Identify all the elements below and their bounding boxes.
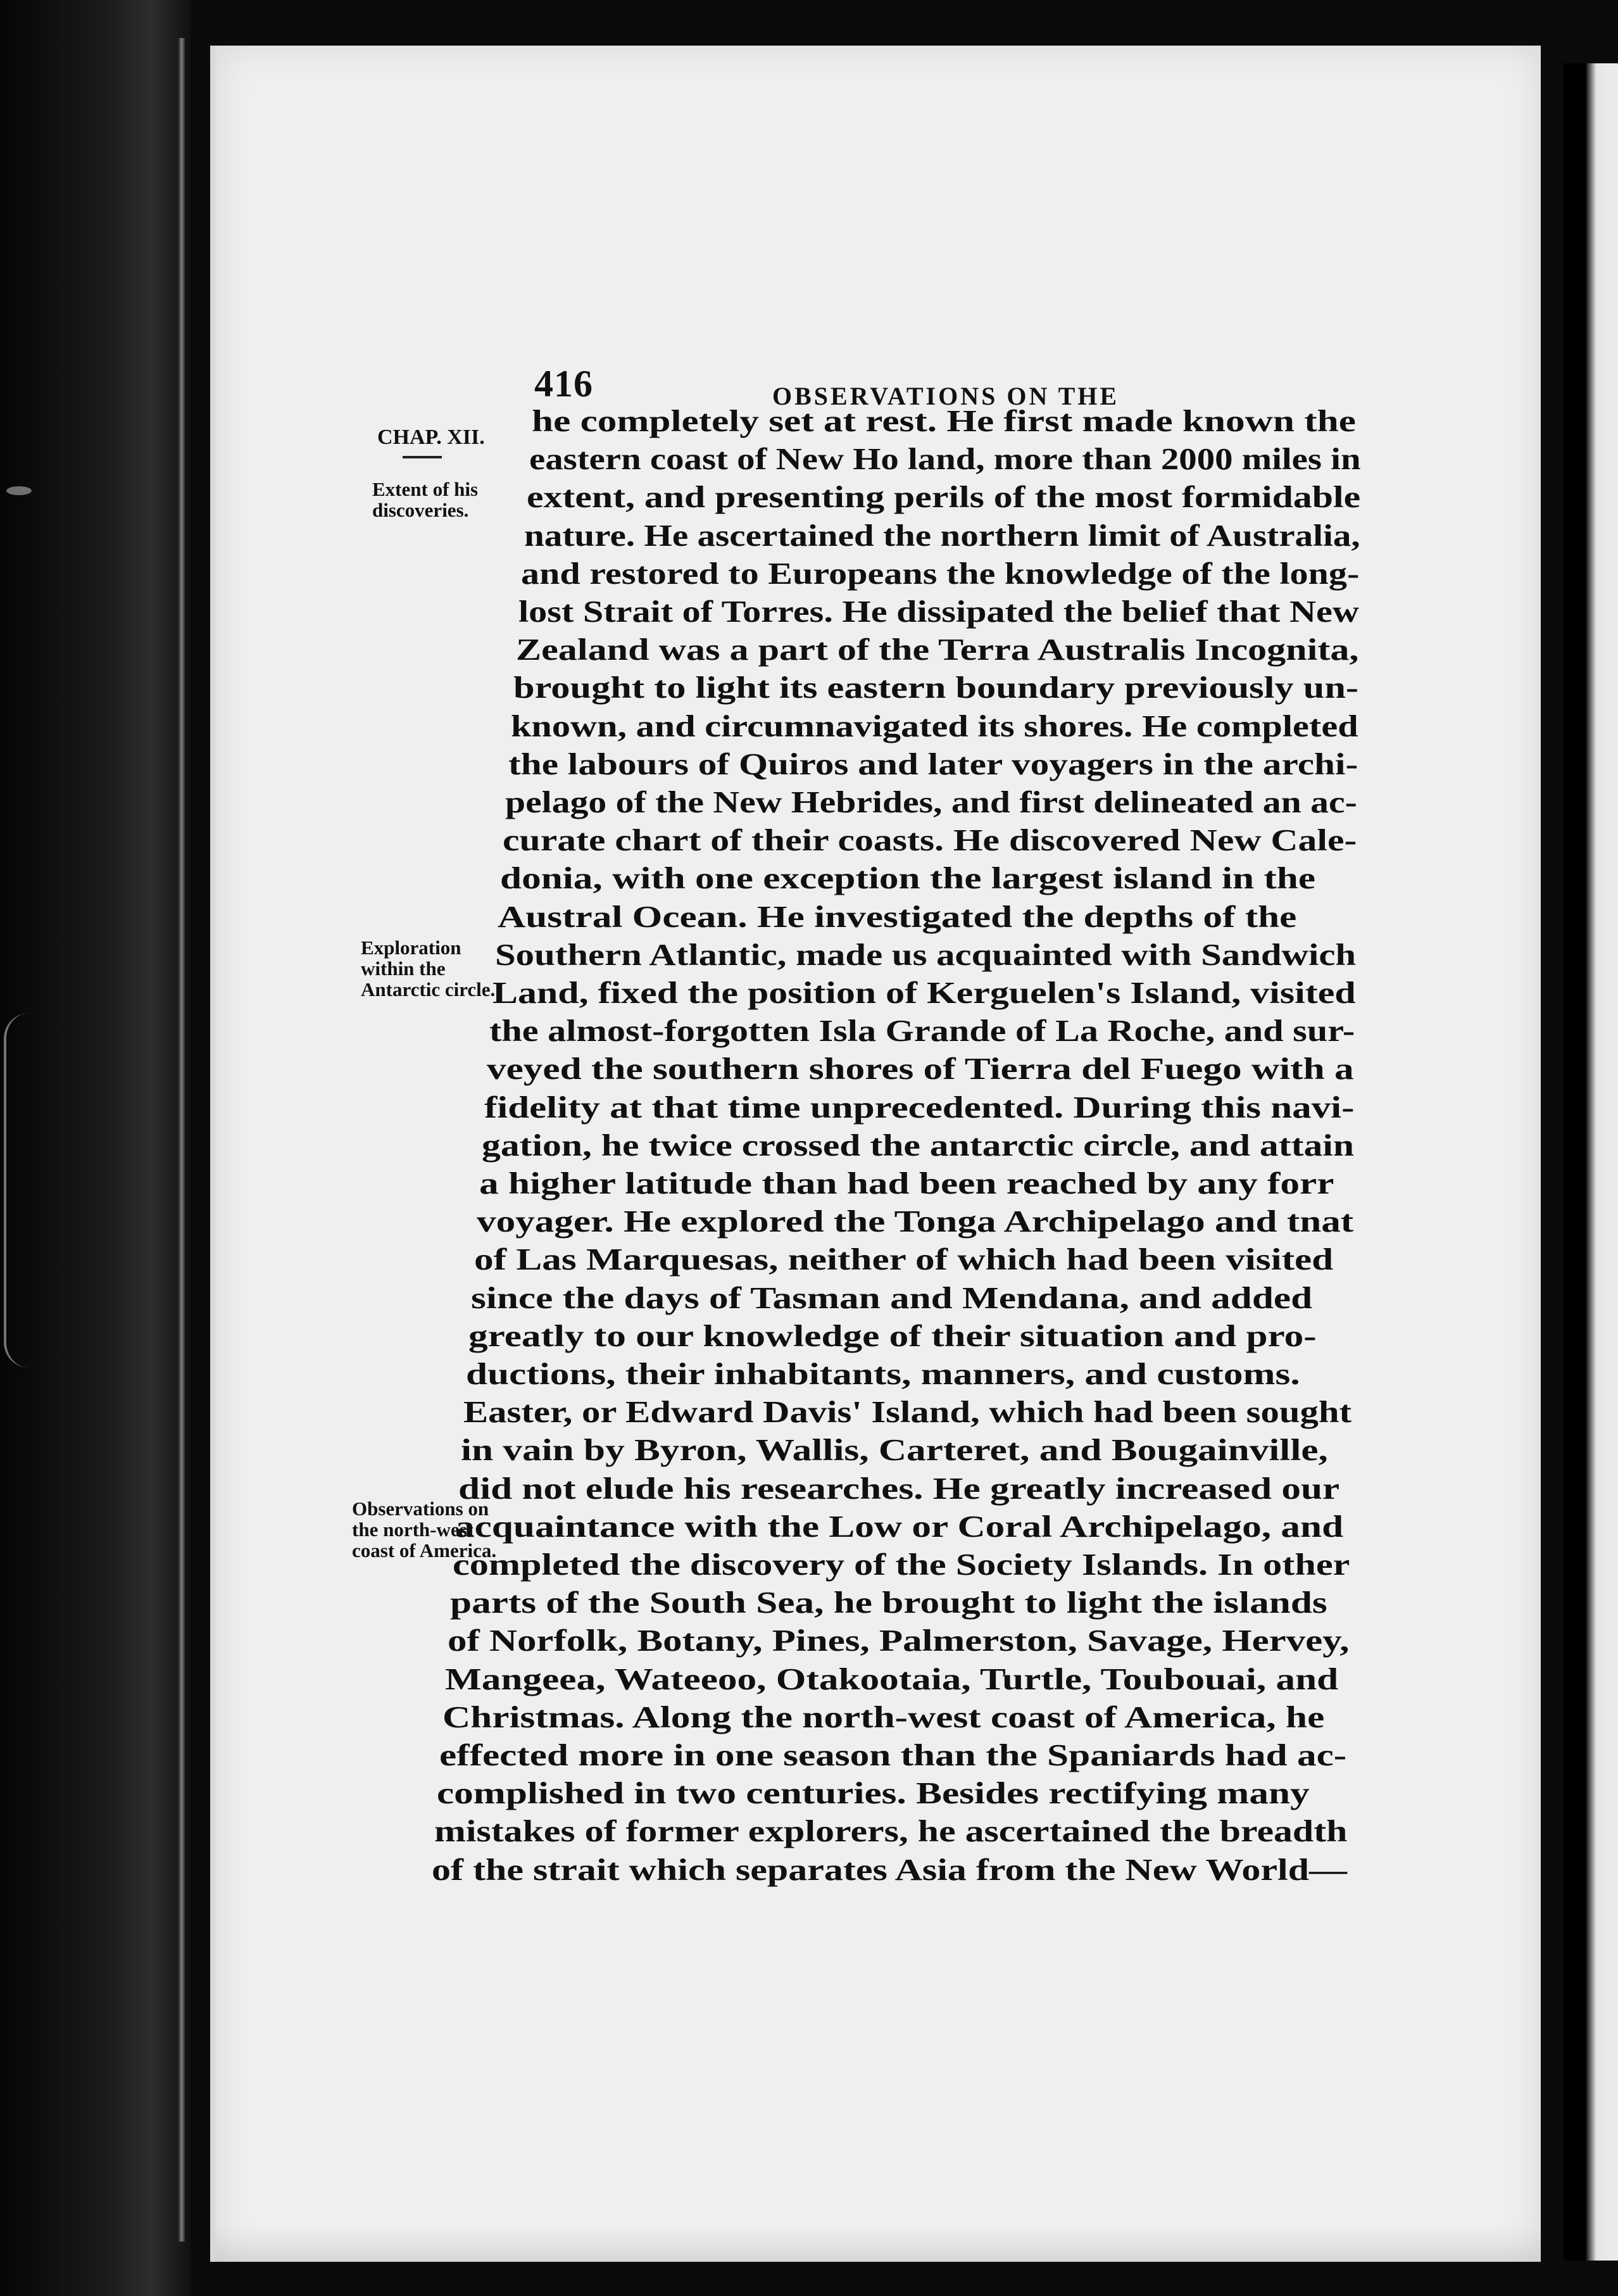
text-line-content: of the strait which separates Asia from the New World— (432, 1851, 1347, 1887)
text-line-content: Zealand was a part of the Terra Australis Incognita, (516, 632, 1359, 667)
text-line-content: Austral Ocean. He investigated the depths of the (497, 899, 1297, 934)
text-line-content: nature. He ascertained the northern limit of Australia, (524, 517, 1360, 553)
text-line (215, 1050, 1541, 1088)
margin-note-antarctic: Exploration within the Antarctic circle. (361, 937, 496, 1000)
text-line-content: curate chart of their coasts. He discovered New Cale- (503, 823, 1357, 858)
text-line (215, 784, 1541, 822)
text-line-content: parts of the South Sea, he brought to light the islands (450, 1585, 1327, 1620)
text-line (215, 1661, 1541, 1699)
page-number: 416 (534, 363, 593, 405)
text-line-content: he completely set at rest. He first made known the (532, 403, 1356, 438)
scan-left-border (0, 0, 190, 2296)
text-line (215, 1546, 1541, 1584)
scan-artifact-spot (6, 486, 32, 495)
scan-artifact-streak (4, 1013, 32, 1368)
text-line-content: completed the discovery of the Society Islands. In other (453, 1547, 1350, 1582)
text-line (215, 937, 1541, 975)
next-page-edge (1564, 63, 1618, 2261)
text-line-content: Christmas. Along the north-west coast of America, he (442, 1699, 1324, 1734)
text-line (215, 1584, 1541, 1622)
text-line (215, 746, 1541, 784)
text-line-content: of Las Marquesas, neither of which had been visited (473, 1242, 1333, 1277)
text-line-content: gation, he twice crossed the antarctic circle, and attain (482, 1127, 1354, 1163)
book-page (210, 46, 1541, 2262)
text-line-content: Easter, or Edward Davis' Island, which had been sought (463, 1394, 1351, 1430)
text-line (215, 860, 1541, 898)
text-line (215, 441, 1541, 479)
text-line (215, 1508, 1541, 1546)
text-line (215, 1127, 1541, 1165)
text-line-content: complished in two centuries. Besides rectifying many (437, 1776, 1310, 1811)
text-line-content: brought to light its eastern boundary previously un- (513, 670, 1358, 705)
binding-edge (179, 38, 185, 2242)
text-line (215, 555, 1541, 593)
page-bottom-shade (215, 2224, 1541, 2262)
text-line-content: known, and circumnavigated its shores. He completed (510, 708, 1358, 743)
text-line (215, 593, 1541, 631)
text-line-content: the almost-forgotten Isla Grande of La Roche, and sur- (489, 1013, 1355, 1049)
text-line (215, 1432, 1541, 1470)
text-line (215, 1699, 1541, 1737)
text-line (215, 1012, 1541, 1050)
text-line-content: eastern coast of New Ho land, more than 2000 miles in (529, 441, 1361, 477)
text-line (215, 1280, 1541, 1318)
text-line (215, 1394, 1541, 1432)
text-line (215, 669, 1541, 707)
text-line-content: extent, and presenting perils of the most formidable (526, 479, 1360, 515)
text-line-content: fidelity at that time unprecedented. During this navi- (484, 1089, 1355, 1125)
text-line-content: Land, fixed the position of Kerguelen's Island, visited (492, 975, 1356, 1010)
text-line-content: voyager. He explored the Tonga Archipelago and tnat (476, 1204, 1353, 1239)
text-line (215, 1851, 1541, 1889)
text-line-content: veyed the southern shores of Tierra del Fuego with a (487, 1051, 1354, 1087)
text-line-content: lost Strait of Torres. He dissipated the belief that New (518, 594, 1360, 629)
text-line-content: acquaintance with the Low or Coral Archipelago, and (455, 1508, 1344, 1544)
text-line-content: Mangeea, Wateeoo, Otakootaia, Turtle, Toubouai, and (444, 1661, 1339, 1696)
text-line-content: in vain by Byron, Wallis, Carteret, and Bougainville, (460, 1432, 1328, 1468)
text-line (215, 403, 1541, 441)
text-line (215, 899, 1541, 937)
text-line (215, 1356, 1541, 1394)
text-line-content: Southern Atlantic, made us acquainted with Sandwich (494, 937, 1356, 972)
running-head: OBSERVATIONS ON THE (772, 382, 1120, 410)
text-line (215, 1318, 1541, 1356)
text-line-content: and restored to Europeans the knowledge of the long- (521, 555, 1360, 591)
text-line-content: donia, with one exception the largest island in the (500, 861, 1316, 896)
text-line (215, 708, 1541, 746)
text-line (215, 479, 1541, 517)
text-line (215, 975, 1541, 1012)
text-line (215, 1737, 1541, 1775)
text-line-content: mistakes of former explorers, he ascertained the breadth (434, 1813, 1348, 1849)
text-line-content: did not elude his researches. He greatly increased our (458, 1470, 1339, 1506)
text-line-content: effected more in one season than the Spaniards had ac- (439, 1738, 1347, 1772)
text-line (215, 1813, 1541, 1851)
text-line (215, 822, 1541, 860)
text-line-content: since the days of Tasman and Mendana, and added (471, 1280, 1313, 1315)
text-line-content: ductions, their inhabitants, manners, and customs. (466, 1356, 1300, 1391)
text-line (215, 1470, 1541, 1508)
text-line (215, 1775, 1541, 1813)
text-line (215, 1165, 1541, 1203)
margin-note-extent: Extent of his discoveries. (372, 478, 479, 521)
margin-note-northwest: Observations on the north-west coast of America. (352, 1498, 497, 1561)
text-line (215, 1622, 1541, 1660)
text-line (215, 1203, 1541, 1241)
text-line-content: the labours of Quiros and later voyagers in the archi- (508, 746, 1358, 781)
text-line (215, 1089, 1541, 1127)
text-line-content: greatly to our knowledge of their situation and pro- (468, 1318, 1317, 1353)
text-line (215, 1241, 1541, 1279)
text-line-content: pelago of the New Hebrides, and first delineated an ac- (505, 785, 1358, 819)
text-line-content: a higher latitude than had been reached by any forr (479, 1166, 1334, 1201)
text-line (215, 517, 1541, 555)
text-line-content: of Norfolk, Botany, Pines, Palmerston, Savage, Hervey, (447, 1623, 1350, 1658)
text-line (215, 631, 1541, 669)
chapter-label: CHAP. XII. (377, 426, 485, 449)
